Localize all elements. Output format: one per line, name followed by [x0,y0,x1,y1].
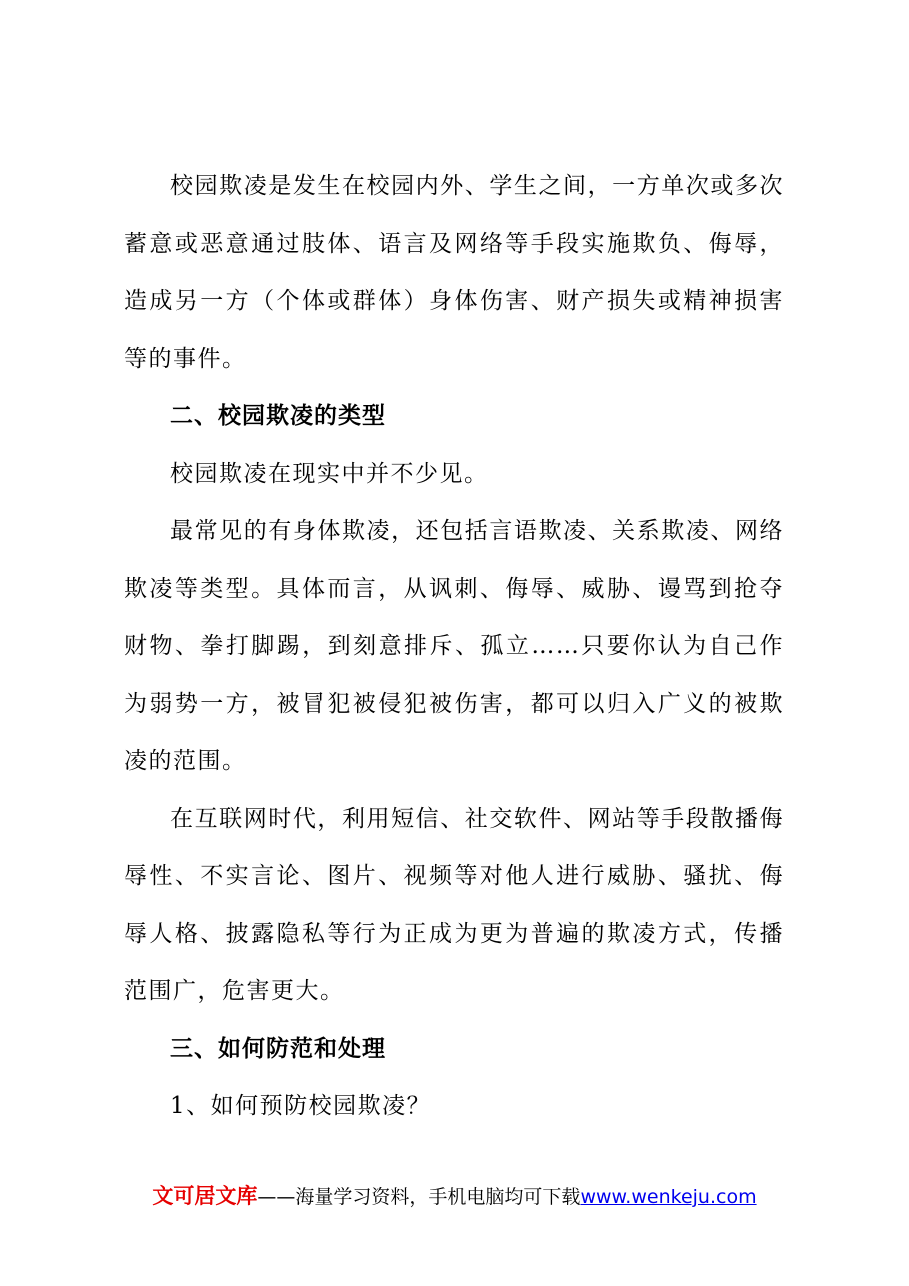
footer-tagline: 海量学习资料，手机电脑均可下载 [295,1186,581,1208]
heading-prevention: 三、如何防范和处理 [170,1035,386,1062]
paragraph-not-rare: 校园欺凌在现实中并不少见。 [170,460,489,487]
paragraph-internet-era: 在互联网时代，利用短信、社交软件、网站等手段散播侮辱性、不实言论、图片、视频等对他人进行威胁、骚扰、侮辱人格、披露隐私等行为正成为更为普遍的欺凌方式，传播范围广，危害更大。 [124,805,784,1004]
heading-bullying-types: 二、校园欺凌的类型 [170,403,386,429]
footer-brand: 文可居文库 [152,1184,258,1208]
paragraph-common-types: 最常见的有身体欺凌，还包括言语欺凌、关系欺凌、网络欺凌等类型。具体而言，从讽刺、侮辱、威胁、谩骂到抢夺财物、拳打脚踢，到刻意排斥、孤立……只要你认为自己作为弱势一方，被冒犯被侵犯被伤害，都可以归入广义的被欺凌的范围。 [124,518,784,774]
document-body [124,158,784,1136]
footer-dash: —— [257,1186,296,1208]
footer-banner [0,1181,909,1212]
footer-website-link[interactable]: www.wenkeju.com [580,1186,757,1208]
paragraph-how-to-prevent: 1、如何预防校园欺凌？ [170,1093,432,1119]
paragraph-definition: 校园欺凌是发生在校园内外、学生之间，一方单次或多次蓄意或恶意通过肢体、语言及网络等手段实施欺负、侮辱，造成另一方（个体或群体）身体伤害、财产损失或精神损害等的事件。 [124,173,784,372]
